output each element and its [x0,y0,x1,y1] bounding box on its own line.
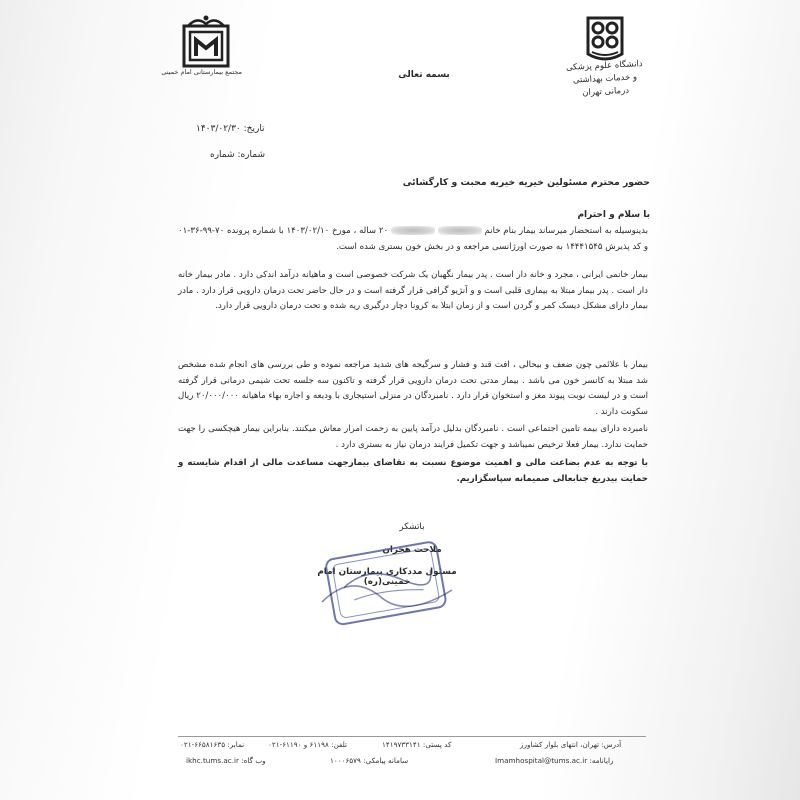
footer-sms: سامانه پیامکی: ۱۰۰۰۶۵۷۹ [330,756,409,765]
paragraph-3-text: بیمار با علائمی چون ضعف و بیحالی ، افت قند و فشار و سرگیجه های شدید مراجعه نموده و طی بررسی های انجام شده مشخص شد مبتلا به کانسر خون می باشد . بیمار مدتی تحت درمان دارویی قرار گرفته و تاکنون سه جلسه تحت شیمی درمانی قرار گرفته است و در لیست نوبت پیوند مغز و استخوان قرار دارد . نامبردگان در منزلی استیجاری با ودیعه و اجاره بهاء ماهیانه ۲۰/۰۰۰/۰۰۰ ریال سکونت دارند . [178,360,649,417]
university-name-line-2: و خدمات بهداشتی درمانی تهران [572,72,638,99]
footer-divider [178,736,646,737]
redacted-name [438,226,482,235]
paragraph-4-text: نامبرده دارای بیمه تامین اجتماعی است . نامبردگان بدلیل درآمد پایین به زحمت امرار معاش میکنند. بنابراین بیمار هیچکسی را جهت حمایت ندارد. بیمار فعلا ترخیص نمیباشد و جهت تکمیل فرایند درمان نیاز به بستری دارد . [178,424,648,450]
signer-role: مسئول مددکاری بیمارستان امام خمینی(ره) [317,567,457,587]
number-line [210,150,265,160]
paragraph-1-part-1: بدینوسیله به استحضار میرساند بیمار بنام خانم [484,226,649,236]
university-emblem-icon [570,14,640,64]
footer-website: وب گاه: ikhc.tums.ac.ir [186,756,266,765]
paragraph-1-part-2: ۲۰ ساله ، مورخ ۱۴۰۳/۰۲/۱۰ با شماره پرونده [227,226,389,236]
footer-postal-code: کد پستی: ۱۴۱۹۷۳۳۱۴۱ [382,740,452,749]
number-value: شماره [210,150,235,160]
university-name-line-1: دانشگاه علوم پزشکی [565,59,643,74]
date-line [196,124,265,134]
signer-name: ملاحت هجران [382,545,442,555]
footer-phone: تلفن: ۶۱۱۹۸ و ۶۱۱۹۰-۰۲۱ [268,740,348,749]
paragraph-4 [178,422,648,453]
footer-address: آدرس: تهران، انتهای بلوار کشاورز [520,740,622,749]
paragraph-2-text: بیمار خانمی ایرانی ، مجرد و خانه دار است . پدر بیمار نگهبان یک شرکت خصوصی است و ماهیانه درآمد اندکی دارد . مادر بیمار خانه دار است . پدر بیمار مبتلا به بیماری قلبی است و و آنژیو گرافی قرار گرفته است و در حال حاضر تحت درمان دارویی قرار دارد . مادر بیمار دارای مشکل دیسک کمر و گردن است و از زمان ابتلا به کرونا دچار درگیری ریه شده و تحت درمان دارویی قرار دارد. [178,270,648,312]
hospital-logo [161,12,242,82]
paragraph-5 [178,456,648,487]
date-value: ۱۴۰۳/۰۲/۳۰ [196,124,241,134]
date-label: تاریخ: [243,124,265,134]
paragraph-2 [178,268,648,315]
stamp-icon [312,532,462,637]
university-name [559,58,651,102]
greeting: با سلام و احترام [577,210,650,220]
number-label: شماره: [237,150,266,160]
paragraph-1-part-3: ۷۰-۹۹-۳۶-۰۱ و کد پذیرش ۱۴۴۴۱۵۴۵ به صورت اورژانسی مراجعه و در بخش خون بستری شده است. [178,226,648,252]
paragraph-1 [178,224,648,255]
paragraph-3 [178,358,648,420]
official-stamp [312,532,462,637]
redacted-surname [391,226,435,235]
book-emblem-icon [170,12,242,68]
hospital-logo-caption: مجتمع بیمارستانی امام خمینی [161,68,242,76]
thanks-text: باتشکر [399,522,425,532]
footer-fax: نمابر: ۶۶۵۸۱۶۳۵-۰۲۱ [180,740,245,749]
bismillah: بسمه تعالی [398,70,450,80]
paragraph-5-text: با توجه به عدم بضاعت مالی و اهمیت موضوع نسبت به تقاضای بیمارجهت مساعدت مالی از اقدام شایسته و حمایت بیدریغ جنابعالی صمیمانه سپاسگزاریم. [178,458,648,484]
footer-email: رایانامه: Imamhospital@tums.ac.ir [495,756,614,765]
letter-heading: حضور محترم مسئولین خیریه خیریه محبت و کارگشائی [402,177,650,188]
